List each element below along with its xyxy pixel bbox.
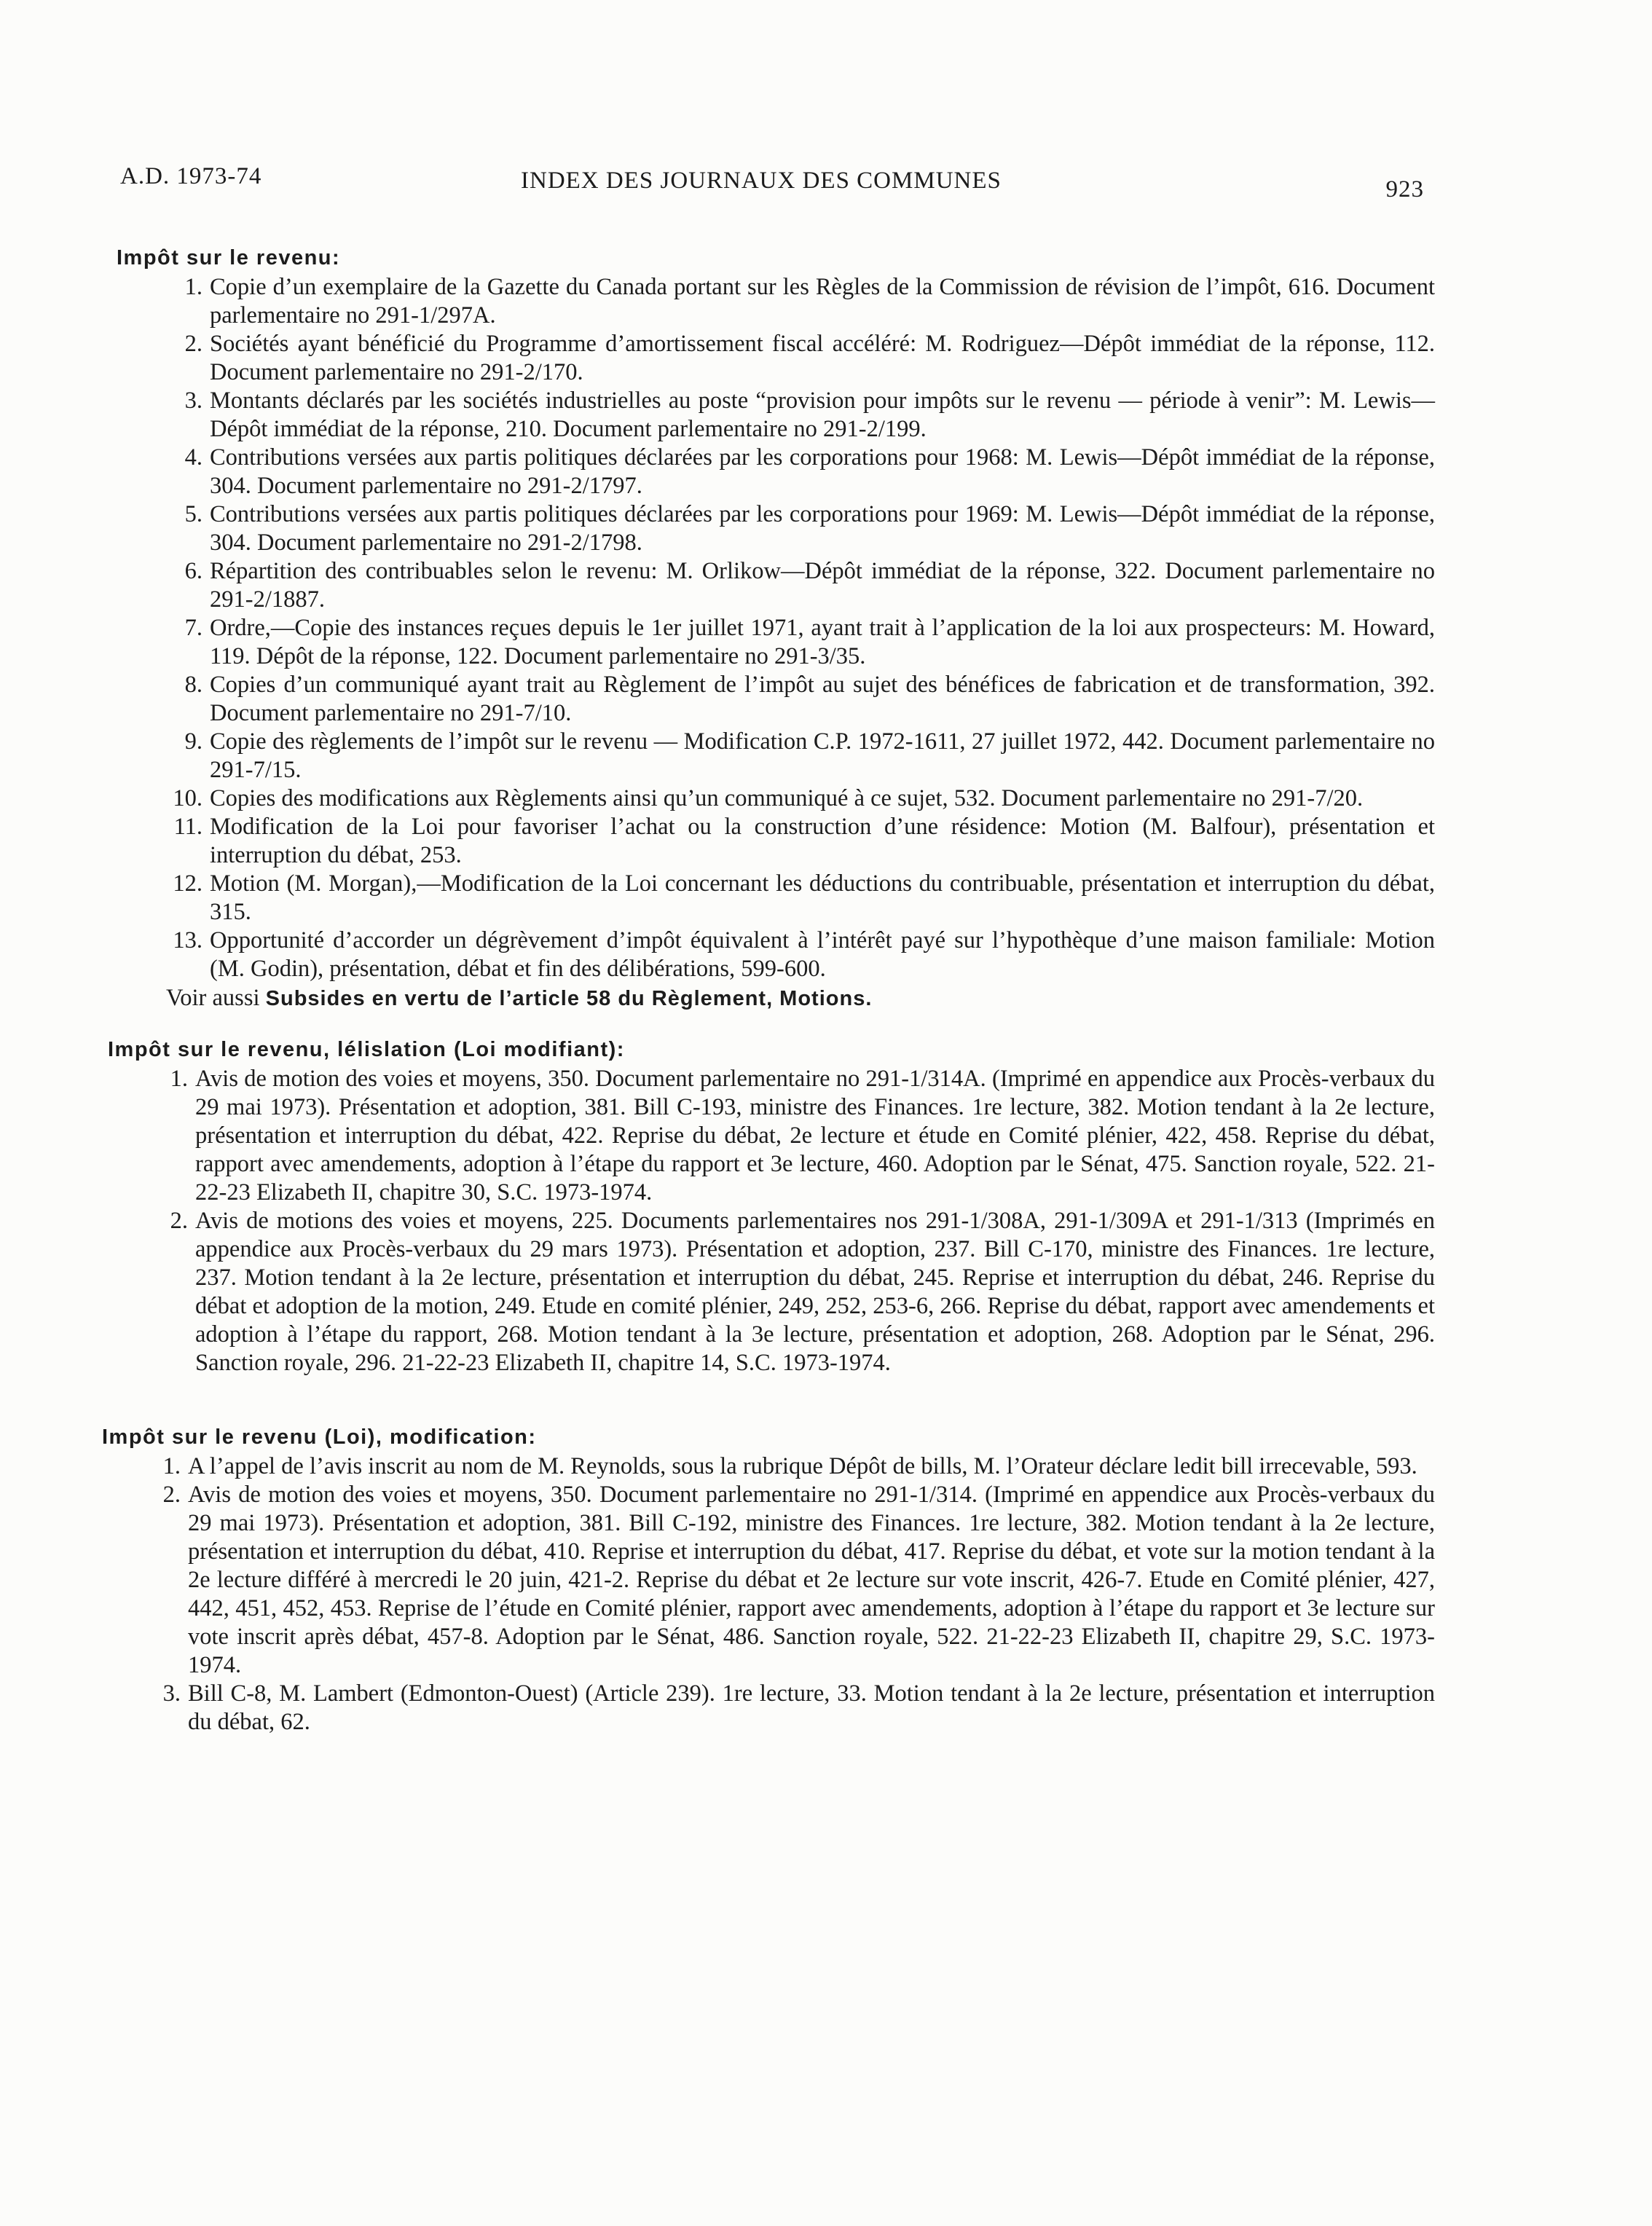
index-entry [102, 330, 1435, 387]
section-heading: Impôt sur le revenu (Loi), modification: [102, 1425, 537, 1449]
index-entry [102, 870, 1435, 927]
index-entry [102, 671, 1435, 728]
section-heading: Impôt sur le revenu, lélislation (Loi modifiant): [108, 1038, 625, 1061]
entry-text: Contributions versées aux partis politiques déclarées par les corporations pour 1969: M. Lewis—Dépôt immédiat de la réponse, 304. Document parlementaire no 291-2/1798. [210, 501, 1435, 556]
entry-text: Contributions versées aux partis politiques déclarées par les corporations pour 1968: M. Lewis—Dépôt immédiat de la réponse, 304. Document parlementaire no 291-2/1797. [210, 444, 1435, 499]
entry-list [102, 1452, 1435, 1737]
entry-list [102, 273, 1435, 983]
entry-number: 4. [184, 444, 202, 471]
entry-number: 8. [184, 672, 202, 698]
entry-text: Avis de motion des voies et moyens, 350. Document parlementaire no 291-1/314A. (Imprimé en appendice aux Procès-verbaux du 29 mai 1973). Présentation et adoption, 381. Bill C-193, ministre des Finances. 1re lecture, 382. Motion tendant à la 2e lecture, présentation et interruption du débat, 422. Reprise du débat, 2e lecture et étude en Comité plénier, 422, 458. Reprise du débat, rapport avec amendements, adoption à l’étape du rapport et 3e lecture, 460. Adoption par le Sénat, 475. Sanction royale, 522. 21-22-23 Elizabeth II, chapitre 30, S.C. 1973-1974. [195, 1066, 1435, 1206]
entry-number: 1. [170, 1066, 188, 1092]
entry-text: A l’appel de l’avis inscrit au nom de M. Reynolds, sous la rubrique Dépôt de bills, M. l’Orateur déclare ledit bill irrecevable, 593. [188, 1453, 1417, 1479]
index-content [102, 246, 1435, 1761]
index-entry [102, 273, 1435, 330]
see-also-prefix: Voir aussi [166, 985, 260, 1011]
running-header [120, 163, 1431, 207]
entry-number: 7. [184, 615, 202, 641]
entry-text: Avis de motions des voies et moyens, 225. Documents parlementaires nos 291-1/308A, 291-1/309A et 291-1/313 (Imprimés en appendice aux Procès-verbaux du 29 mars 1973). Présentation et adoption, 237. Bill C-170, ministre des Finances. 1re lecture, 237. Motion tendant à la 2e lecture, présentation et interruption du débat, 245. Reprise et interruption du débat, 246. Reprise du débat et adoption de la motion, 249. Etude en comité plénier, 249, 252, 253-6, 266. Reprise du débat, rapport avec amendements et adoption à l’étape du rapport, 268. Motion tendant à la 3e lecture, présentation et adoption, 268. Adoption par le Sénat, 296. Sanction royale, 296. 21-22-23 Elizabeth II, chapitre 14, S.C. 1973-1974. [195, 1208, 1435, 1376]
index-entry [102, 784, 1435, 813]
entry-number: 9. [184, 728, 202, 755]
page-number: 923 [1385, 176, 1424, 202]
index-section-impot-revenu [102, 246, 1435, 1013]
index-entry [102, 500, 1435, 557]
entry-text: Modification de la Loi pour favoriser l’achat ou la construction d’une résidence: Motion (M. Balfour), présentation et interruption du débat, 253. [210, 814, 1435, 868]
index-entry [102, 1207, 1435, 1377]
entry-text: Répartition des contribuables selon le revenu: M. Orlikow—Dépôt immédiat de la réponse, 322. Document parlementaire no 291-2/1887. [210, 558, 1435, 613]
index-entry [102, 728, 1435, 784]
entry-number: 2. [162, 1482, 181, 1508]
index-entry [102, 614, 1435, 671]
entry-number: 10. [173, 785, 202, 811]
entry-number: 11. [173, 814, 202, 840]
entry-number: 1. [162, 1453, 181, 1479]
entry-text: Motion (M. Morgan),—Modification de la Loi concernant les déductions du contribuable, présentation et interruption du débat, 315. [210, 870, 1435, 925]
index-entry [102, 1452, 1435, 1481]
entry-text: Ordre,—Copie des instances reçues depuis le 1er juillet 1971, ayant trait à l’application de la loi aux prospecteurs: M. Howard, 119. Dépôt de la réponse, 122. Document parlementaire no 291-3/35. [210, 615, 1435, 669]
entry-text: Avis de motion des voies et moyens, 350. Document parlementaire no 291-1/314. (Imprimé en appendice aux Procès-verbaux du 29 mai 1973). Présentation et adoption, 381. Bill C-192, ministre des Finances. 1re lecture, 382. Motion tendant à la 2e lecture, présentation et interruption du débat, 410. Reprise et interruption du débat, 417. Reprise du débat, et vote sur la motion tendant à la 2e lecture différé à mercredi le 20 juin, 421-2. Reprise du débat et 2e lecture sur vote inscrit, 426-7. Etude en Comité plénier, 427, 442, 451, 452, 453. Reprise de l’étude en Comité plénier, rapport avec amendements, adoption à l’étape du rapport et 3e lecture sur vote inscrit après débat, 457-8. Adoption par le Sénat, 486. Sanction royale, 522. 21-22-23 Elizabeth II, chapitre 29, S.C. 1973-1974. [188, 1482, 1435, 1678]
see-also-target: Subsides en vertu de l’article 58 du Règlement, Motions. [265, 987, 873, 1010]
entry-number: 13. [173, 927, 202, 953]
index-entry [102, 1481, 1435, 1680]
entry-text: Copie d’un exemplaire de la Gazette du Canada portant sur les Règles de la Commission de révision de l’impôt, 616. Document parlementaire no 291-1/297A. [210, 274, 1435, 329]
section-heading: Impôt sur le revenu: [117, 246, 341, 270]
index-entry [102, 557, 1435, 614]
entry-number: 5. [184, 501, 202, 527]
entry-text: Copies d’un communiqué ayant trait au Règlement de l’impôt au sujet des bénéfices de fabrication et de transformation, 392. Document parlementaire no 291-7/10. [210, 672, 1435, 726]
entry-number: 1. [184, 274, 202, 300]
entry-text: Sociétés ayant bénéficié du Programme d’amortissement fiscal accéléré: M. Rodriguez—Dépôt immédiat de la réponse, 112. Document parlementaire no 291-2/170. [210, 331, 1435, 385]
index-entry [102, 927, 1435, 983]
entry-text: Opportunité d’accorder un dégrèvement d’impôt équivalent à l’intérêt payé sur l’hypothèque d’une maison familiale: Motion (M. Godin), présentation, débat et fin des délibérations, 599-600. [210, 927, 1435, 982]
index-entry [102, 1065, 1435, 1207]
entry-list [102, 1065, 1435, 1377]
entry-text: Montants déclarés par les sociétés industrielles au poste “provision pour impôts sur le revenu — période à venir”: M. Lewis—Dépôt immédiat de la réponse, 210. Document parlementaire no 291-2/199. [210, 388, 1435, 442]
entry-text: Bill C-8, M. Lambert (Edmonton-Ouest) (Article 239). 1re lecture, 33. Motion tendant à la 2e lecture, présentation et interruption du débat, 62. [188, 1680, 1435, 1735]
index-entry [102, 1680, 1435, 1737]
index-section-legislation [102, 1038, 1435, 1377]
entry-number: 12. [173, 870, 202, 897]
entry-number: 2. [170, 1208, 188, 1234]
index-entry [102, 813, 1435, 870]
entry-number: 2. [184, 331, 202, 357]
entry-number: 3. [162, 1680, 181, 1707]
header-year: A.D. 1973-74 [120, 163, 262, 189]
index-entry [102, 387, 1435, 444]
index-section-loi-modification [102, 1425, 1435, 1737]
entry-number: 6. [184, 558, 202, 584]
entry-text: Copie des règlements de l’impôt sur le revenu — Modification C.P. 1972-1611, 27 juillet 1972, 442. Document parlementaire no 291-7/15. [210, 728, 1435, 783]
header-title: INDEX DES JOURNAUX DES COMMUNES [521, 168, 1002, 194]
see-also-reference [102, 983, 1435, 1013]
entry-text: Copies des modifications aux Règlements ainsi qu’un communiqué à ce sujet, 532. Document parlementaire no 291-7/20. [210, 785, 1364, 811]
entry-number: 3. [184, 388, 202, 414]
index-entry [102, 444, 1435, 500]
